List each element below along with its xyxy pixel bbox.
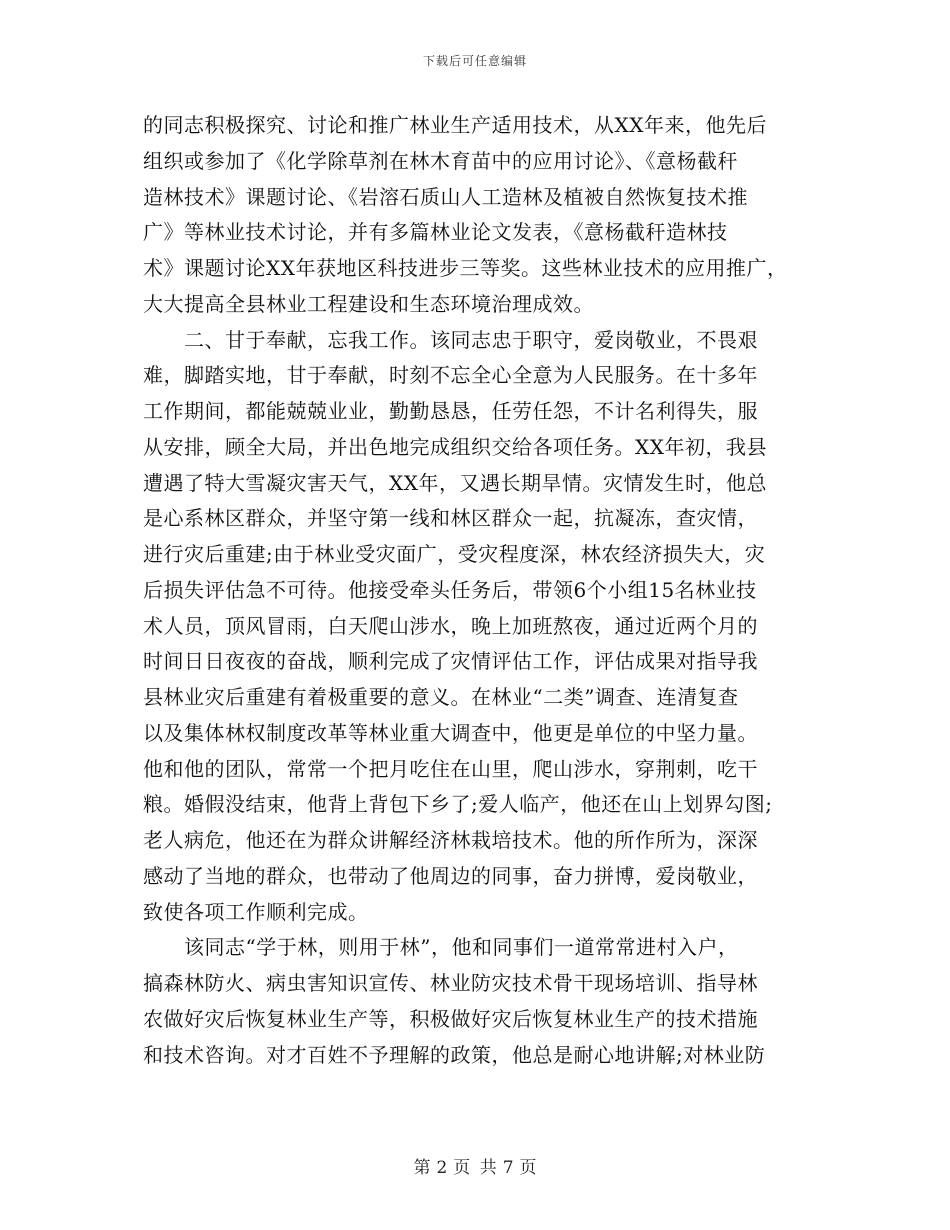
page-footer [0, 1153, 950, 1178]
footer-suffix: 页 [519, 1158, 537, 1178]
body-line: 致使各项工作顺利完成。 [143, 899, 369, 924]
page-header: 下载后可任意编辑 [422, 54, 527, 68]
body-text [143, 108, 823, 1073]
body-line: 术》课题讨论XX年获地区科技进步三等奖。这些林业技术的应用推广， [143, 256, 788, 280]
body-line: 术人员，顶风冒雨，白天爬山涉水，晚上加班熬夜，通过近两个月的 [143, 613, 758, 638]
body-line: 以及集体林权制度改革等林业重大调查中，他更是单位的中坚力量。 [143, 720, 758, 745]
footer-total-pages: 7 [502, 1158, 514, 1178]
body-line: 的同志积极探究、讨论和推广林业生产适用技术，从XX年来，他先后 [143, 113, 767, 137]
body-line: 县林业灾后重建有着极重要的意义。在林业“二类”调查、连清复查 [143, 685, 739, 709]
body-line: 组织或参加了《化学除草剂在林木育苗中的应用讨论》、《意杨截秆 [143, 148, 738, 173]
body-line: 老人病危，他还在为群众讲解经济林栽培技术。他的所作所为，深深 [143, 828, 758, 852]
body-line: 造林技术》课题讨论、《岩溶石质山人工造林及植被自然恢复技术推 [143, 184, 748, 209]
body-line: 和技术咨询。对才百姓不予理解的政策，他总是耐心地讲解;对林业防 [143, 1042, 766, 1067]
body-line: 该同志“学于林，则用于林”，他和同事们一道常常进村入户， [143, 935, 739, 960]
body-line: 农做好灾后恢复林业生产等，积极做好灾后恢复林业生产的技术措施 [143, 1006, 758, 1031]
body-line: 难，脚踏实地，甘于奉献，时刻不忘全心全意为人民服务。在十多年 [143, 363, 758, 388]
footer-middle: 页 共 [453, 1158, 497, 1178]
body-line: 时间日日夜夜的奋战，顺利完成了灾情评估工作，评估成果对指导我 [143, 649, 758, 674]
body-line: 从安排，顾全大局，并出色地完成组织交给各项任务。XX年初，我县 [143, 434, 767, 459]
body-line: 后损失评估急不可待。他接受牵头任务后，带领6个小组15名林业技 [143, 577, 757, 602]
body-line: 搞森林防火、病虫害知识宣传、林业防灾技术骨干现场培训、指导林 [143, 971, 758, 995]
body-line: 是心系林区群众，并坚守第一线和林区群众一起，抗凝冻，查灾情， [143, 506, 758, 531]
body-line: 遭遇了特大雪凝灾害天气，XX年，又遇长期旱情。灾情发生时，他总 [143, 470, 767, 495]
footer-page-number: 2 [436, 1158, 448, 1178]
body-line: 大大提高全县林业工程建设和生态环境治理成效。 [143, 291, 594, 316]
body-line: 粮。婚假没结束，他背上背包下乡了;爱人临产，他还在山上划界勾图; [143, 792, 773, 817]
body-line: 进行灾后重建;由于林业受灾面广，受灾程度深，林农经济损失大，灾 [143, 542, 766, 566]
body-line: 二、甘于奉献，忘我工作。该同志忠于职守，爱岗敬业，不畏艰 [143, 327, 758, 352]
body-line: 他和他的团队，常常一个把月吃住在山里，爬山涉水，穿荆刺，吃干 [143, 756, 758, 781]
body-line: 广》等林业技术讨论，并有多篇林业论文发表，《意杨截秆造林技 [143, 220, 728, 245]
body-line: 感动了当地的群众，也带动了他周边的同事，奋力拼博，爱岗敬业， [143, 863, 758, 888]
body-line: 工作期间，都能兢兢业业，勤勤恳恳，任劳任怨，不计名利得失，服 [143, 399, 758, 423]
footer-prefix: 第 [413, 1158, 431, 1178]
